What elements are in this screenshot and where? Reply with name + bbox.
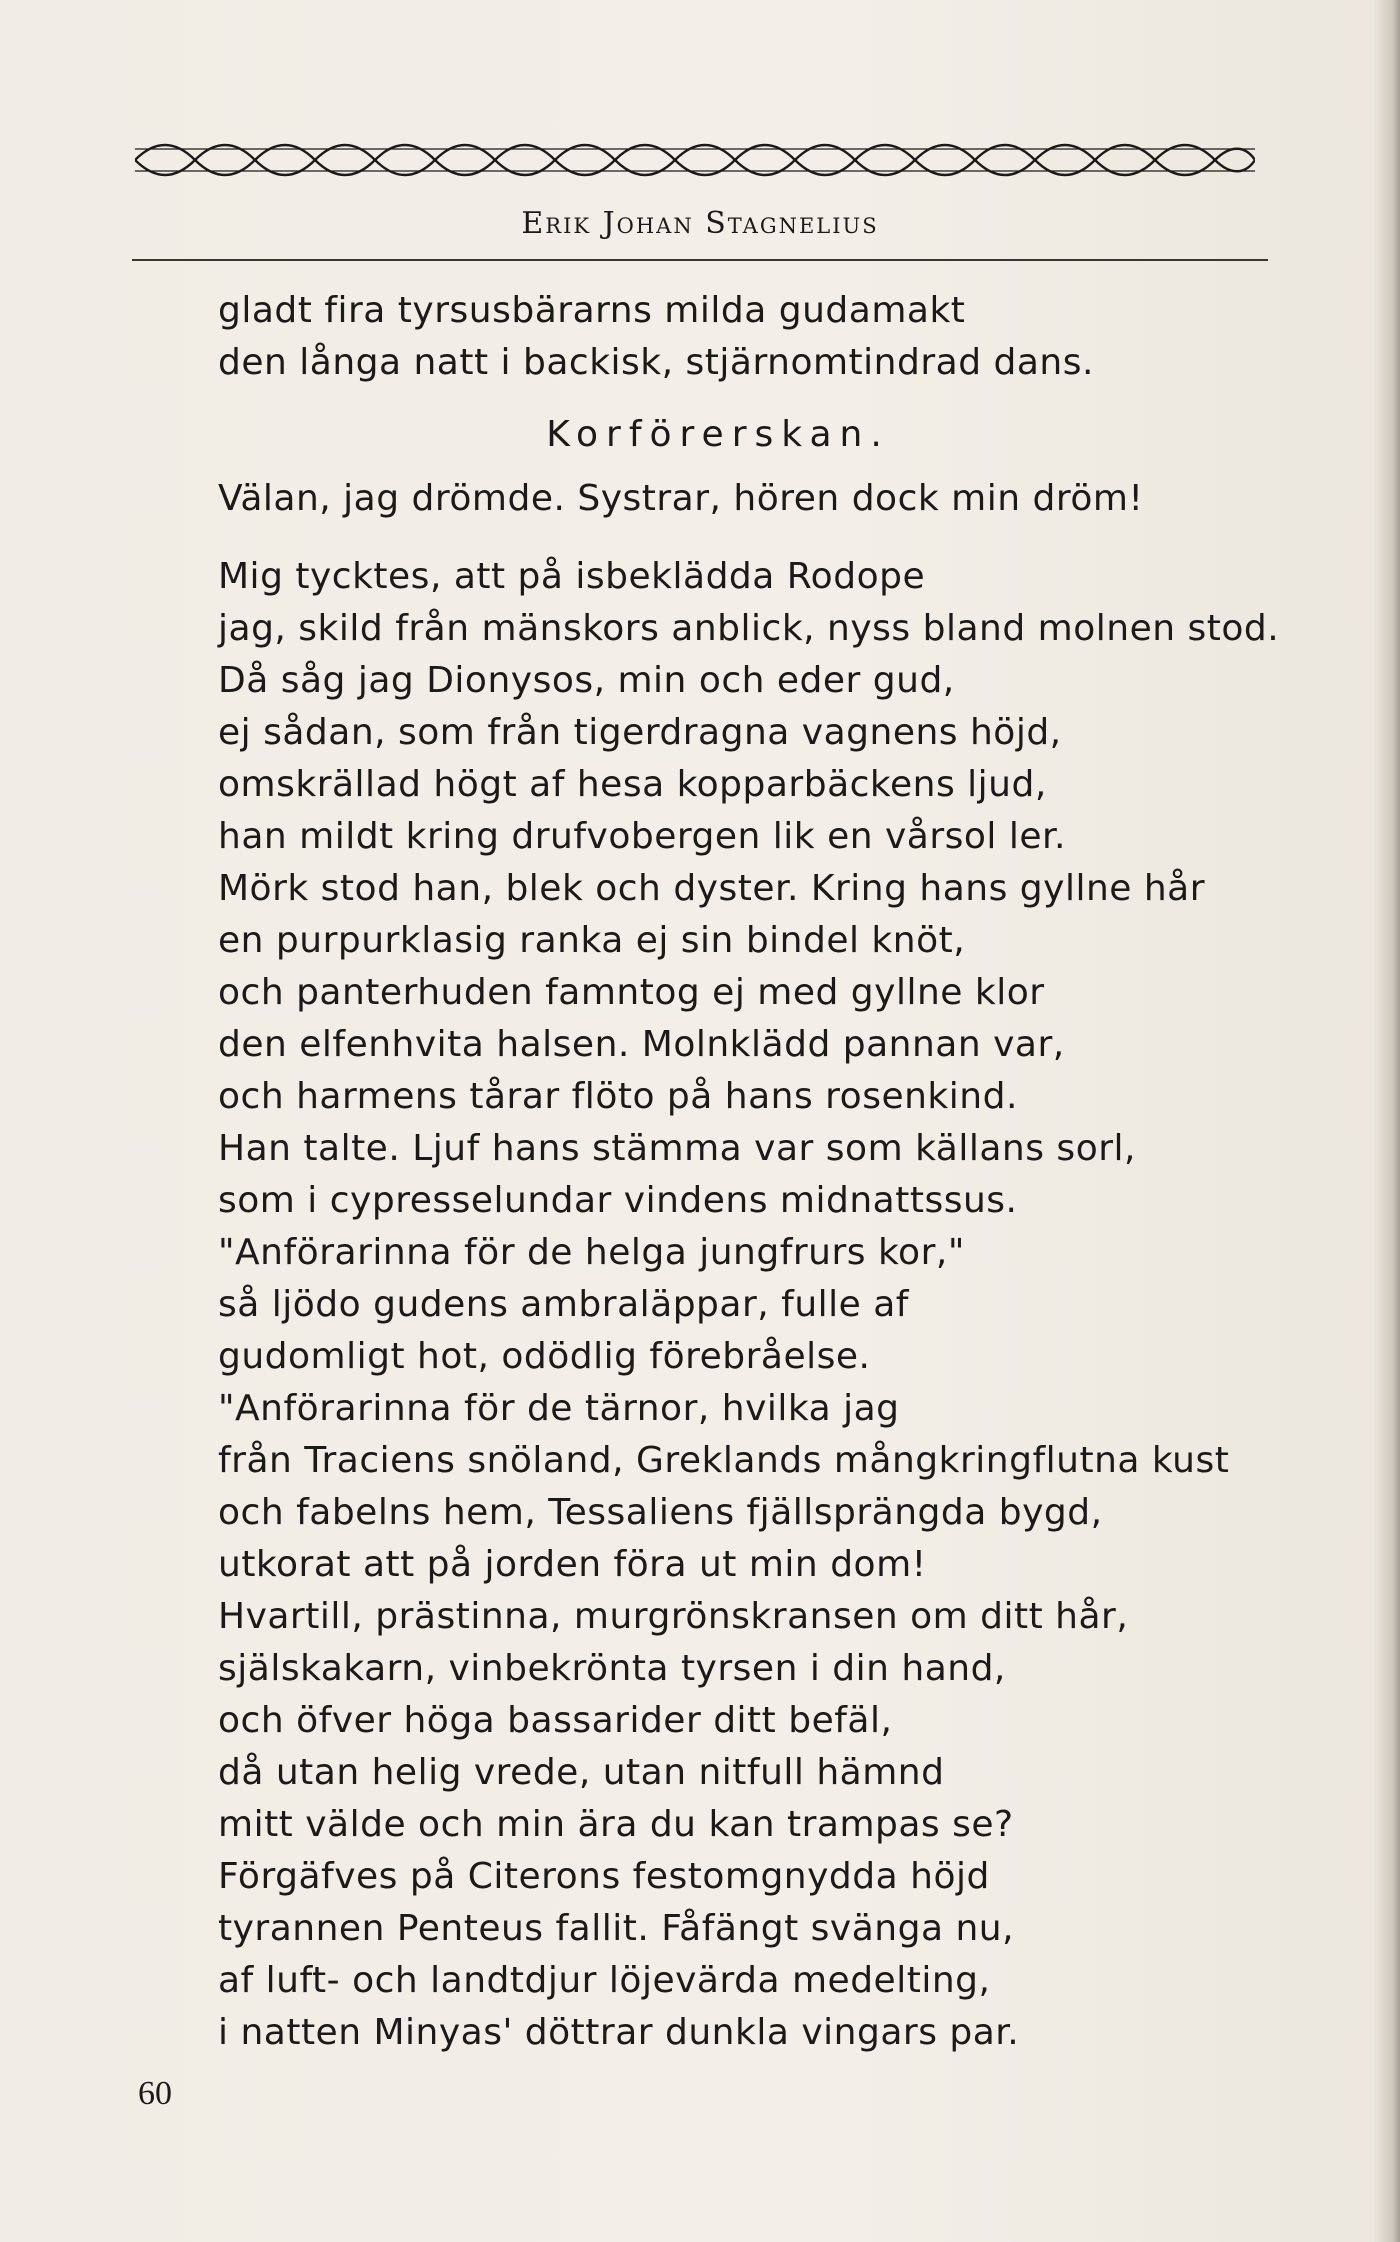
poem-line: jag, skild från mänskors anblick, nyss bland molnen stod. [218,608,1280,649]
decorative-ornament-band [135,135,1255,185]
poem-line: som i cypresselundar vindens midnattssus. [218,1180,1018,1221]
page-number: 60 [138,2075,172,2112]
poem-line: då utan helig vrede, utan nitfull hämnd [218,1752,945,1793]
poem-line: tyrannen Penteus fallit. Fåfängt svänga nu, [218,1908,1015,1949]
page-edge-shadow [1374,0,1400,2242]
poem-line: och harmens tårar flöto på hans rosenkind. [218,1076,1018,1117]
poem-line: gudomligt hot, odödlig förebråelse. [218,1336,871,1377]
poem-line: Välan, jag drömde. Systrar, hören dock min dröm! [218,478,1144,519]
poem-line: och öfver höga bassarider ditt befäl, [218,1700,893,1741]
poem-line: själskakarn, vinbekrönta tyrsen i din hand, [218,1648,1006,1689]
poem-line: "Anförarinna för de helga jungfrurs kor," [218,1232,965,1273]
poem-line: Då såg jag Dionysos, min och eder gud, [218,660,955,701]
poem-line: ej sådan, som från tigerdragna vagnens höjd, [218,712,1062,753]
poem-line: mitt välde och min ära du kan trampas se? [218,1804,1014,1845]
poem-line: Förgäfves på Citerons festomgnydda höjd [218,1856,990,1897]
poem-line: Han talte. Ljuf hans stämma var som källans sorl, [218,1128,1136,1169]
poem-line: utkorat att på jorden föra ut min dom! [218,1544,927,1585]
poem-line: "Anförarinna för de tärnor, hvilka jag [218,1388,900,1429]
poem-line: af luft- och landtdjur löjevärda medelting, [218,1960,991,2001]
poem-line: Hvartill, prästinna, murgrönskransen om ditt hår, [218,1596,1129,1637]
poem-line: omskrällad högt af hesa kopparbäckens ljud, [218,764,1047,805]
poem-line: han mildt kring drufvobergen lik en vårsol ler. [218,816,1066,857]
poem-line: gladt fira tyrsusbärarns milda gudamakt [218,290,966,331]
poem-line: den långa natt i backisk, stjärnomtindrad dans. [218,342,1094,383]
poem-line: Mig tycktes, att på isbeklädda Rodope [218,556,926,597]
speaker-heading: Korförerskan. [546,414,890,455]
poem-line: så ljödo gudens ambraläppar, fulle af [218,1284,909,1325]
poem-line: från Traciens snöland, Greklands mångkringflutna kust [218,1440,1230,1481]
running-header-title: Erik Johan Stagnelius [521,206,879,241]
poem-line: och panterhuden famntog ej med gyllne klor [218,972,1045,1013]
poem-line: den elfenhvita halsen. Molnklädd pannan var, [218,1024,1065,1065]
header-rule [132,259,1268,261]
poem-line: i natten Minyas' döttrar dunkla vingars par. [218,2012,1020,2053]
poem-line: Mörk stod han, blek och dyster. Kring hans gyllne hår [218,868,1206,909]
poem-line: en purpurklasig ranka ej sin bindel knöt, [218,920,966,961]
poem-line: och fabelns hem, Tessaliens fjällsprängda bygd, [218,1492,1103,1533]
